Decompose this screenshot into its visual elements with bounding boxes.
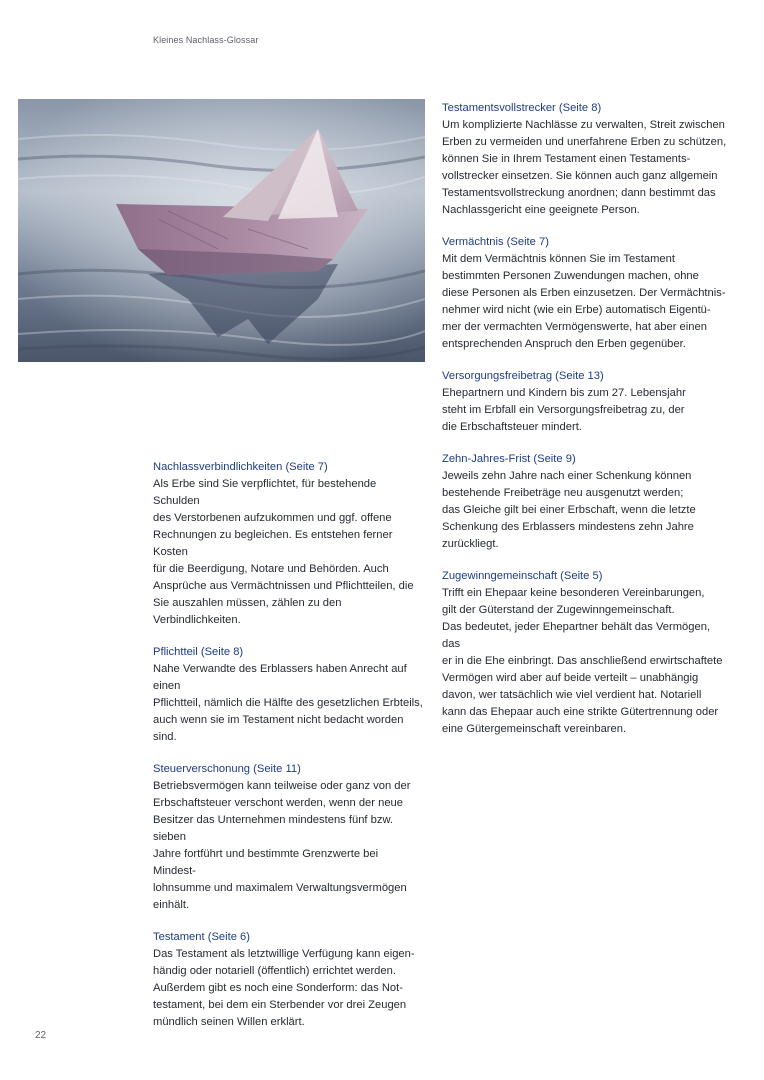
glossary-entry xyxy=(442,100,727,219)
entry-title: Steuerverschonung (Seite 11) xyxy=(153,763,301,775)
glossary-column-right xyxy=(442,100,727,753)
glossary-entry xyxy=(153,761,423,914)
entry-title: Pflichtteil (Seite 8) xyxy=(153,646,244,658)
glossary-entry xyxy=(153,459,423,629)
glossary-entry xyxy=(442,568,727,738)
entry-text: Das Testament als letztwillige Verfügung kann eigen- händig oder notariell (öffentlich) errichtet werden. Außerdem gibt es noch eine Sonderform: das Not- testament, bei dem ein Sterbender vor drei Zeugen mündlich seinen Willen erklärt. xyxy=(153,948,415,1028)
entry-text: Trifft ein Ehepaar keine besonderen Vereinbarungen, gilt der Güterstand der Zugewinngemeinschaft. Das bedeutet, jeder Ehepartner behält das Vermögen, das er in die Ehe einbringt. Das anschließend erwirtschaftete Vermögen wird aber auf beide verteilt – unabhängig davon, wer tatsächlich wie viel verdient hat. Notariell kann das Ehepaar auch eine strikte Gütertrennung oder eine Gütergemeinschaft vereinbaren. xyxy=(442,587,723,735)
entry-title: Versorgungsfreibetrag (Seite 13) xyxy=(442,370,604,382)
entry-text: Mit dem Vermächtnis können Sie im Testament bestimmten Personen Zuwendungen machen, ohne diese Personen als Erben einzusetzen. Der Vermächtnis- nehmer wird nicht (wie ein Erbe) automatisch Eigentü- mer der vermachten Vermögenswerte, hat aber einen entsprechenden Anspruch den Erben gegenüber. xyxy=(442,253,726,350)
entry-text: Als Erbe sind Sie verpflichtet, für bestehende Schulden des Verstorbenen aufzukommen und ggf. offene Rechnungen zu begleichen. Es entstehen ferner Kosten für die Beerdigung, Notare und Behörden. Auch Ansprüche aus Vermächtnissen und Pflichtteilen, die Sie auszahlen müssen, zählen zu den Verbindlichkeiten. xyxy=(153,478,414,626)
entry-title: Testamentsvollstrecker (Seite 8) xyxy=(442,102,602,114)
entry-title: Testament (Seite 6) xyxy=(153,931,250,943)
entry-title: Vermächtnis (Seite 7) xyxy=(442,236,549,248)
entry-title: Nachlassverbindlichkeiten (Seite 7) xyxy=(153,461,328,473)
glossary-entry xyxy=(153,644,423,746)
entry-text: Nahe Verwandte des Erblassers haben Anrecht auf einen Pflichtteil, nämlich die Hälfte des gesetzlichen Erbteils, auch wenn sie im Testament nicht bedacht worden sind. xyxy=(153,663,423,743)
entry-text: Jeweils zehn Jahre nach einer Schenkung können bestehende Freibeträge neu ausgenutzt werden; das Gleiche gilt bei einer Erbschaft, wenn die letzte Schenkung des Erblassers mindestens zehn Jahre zurückliegt. xyxy=(442,470,696,550)
entry-text: Betriebsvermögen kann teilweise oder ganz von der Erbschaftsteuer verschont werden, wenn der neue Besitzer das Unternehmen mindestens fünf bzw. sieben Jahre fortführt und bestimmte Grenzwerte bei Mindest- lohnsumme und maximalem Verwaltungsvermögen einhält. xyxy=(153,780,411,911)
entry-title: Zehn-Jahres-Frist (Seite 9) xyxy=(442,453,576,465)
running-head: Kleines Nachlass-Glossar xyxy=(153,35,259,45)
entry-text: Ehepartnern und Kindern bis zum 27. Lebensjahr steht im Erbfall ein Versorgungsfreibetrag zu, der die Erbschaftsteuer mindert. xyxy=(442,387,686,433)
entry-text: Um komplizierte Nachlässe zu verwalten, Streit zwischen Erben zu vermeiden und unerfahrene Erben zu schützen, können Sie in Ihrem Testament einen Testaments- vollstrecker einsetzen. Sie können auch ganz allgemein Testamentsvollstreckung anordnen; dann bestimmt das Nachlassgericht eine geeignete Person. xyxy=(442,119,727,216)
glossary-entry xyxy=(442,451,727,553)
page-number: 22 xyxy=(35,1030,47,1041)
glossary-column-left xyxy=(153,459,423,1046)
glossary-entry xyxy=(153,929,423,1031)
paper-boat-photo xyxy=(18,99,425,362)
glossary-entry xyxy=(442,368,727,436)
glossary-entry xyxy=(442,234,727,353)
entry-title: Zugewinngemeinschaft (Seite 5) xyxy=(442,570,603,582)
